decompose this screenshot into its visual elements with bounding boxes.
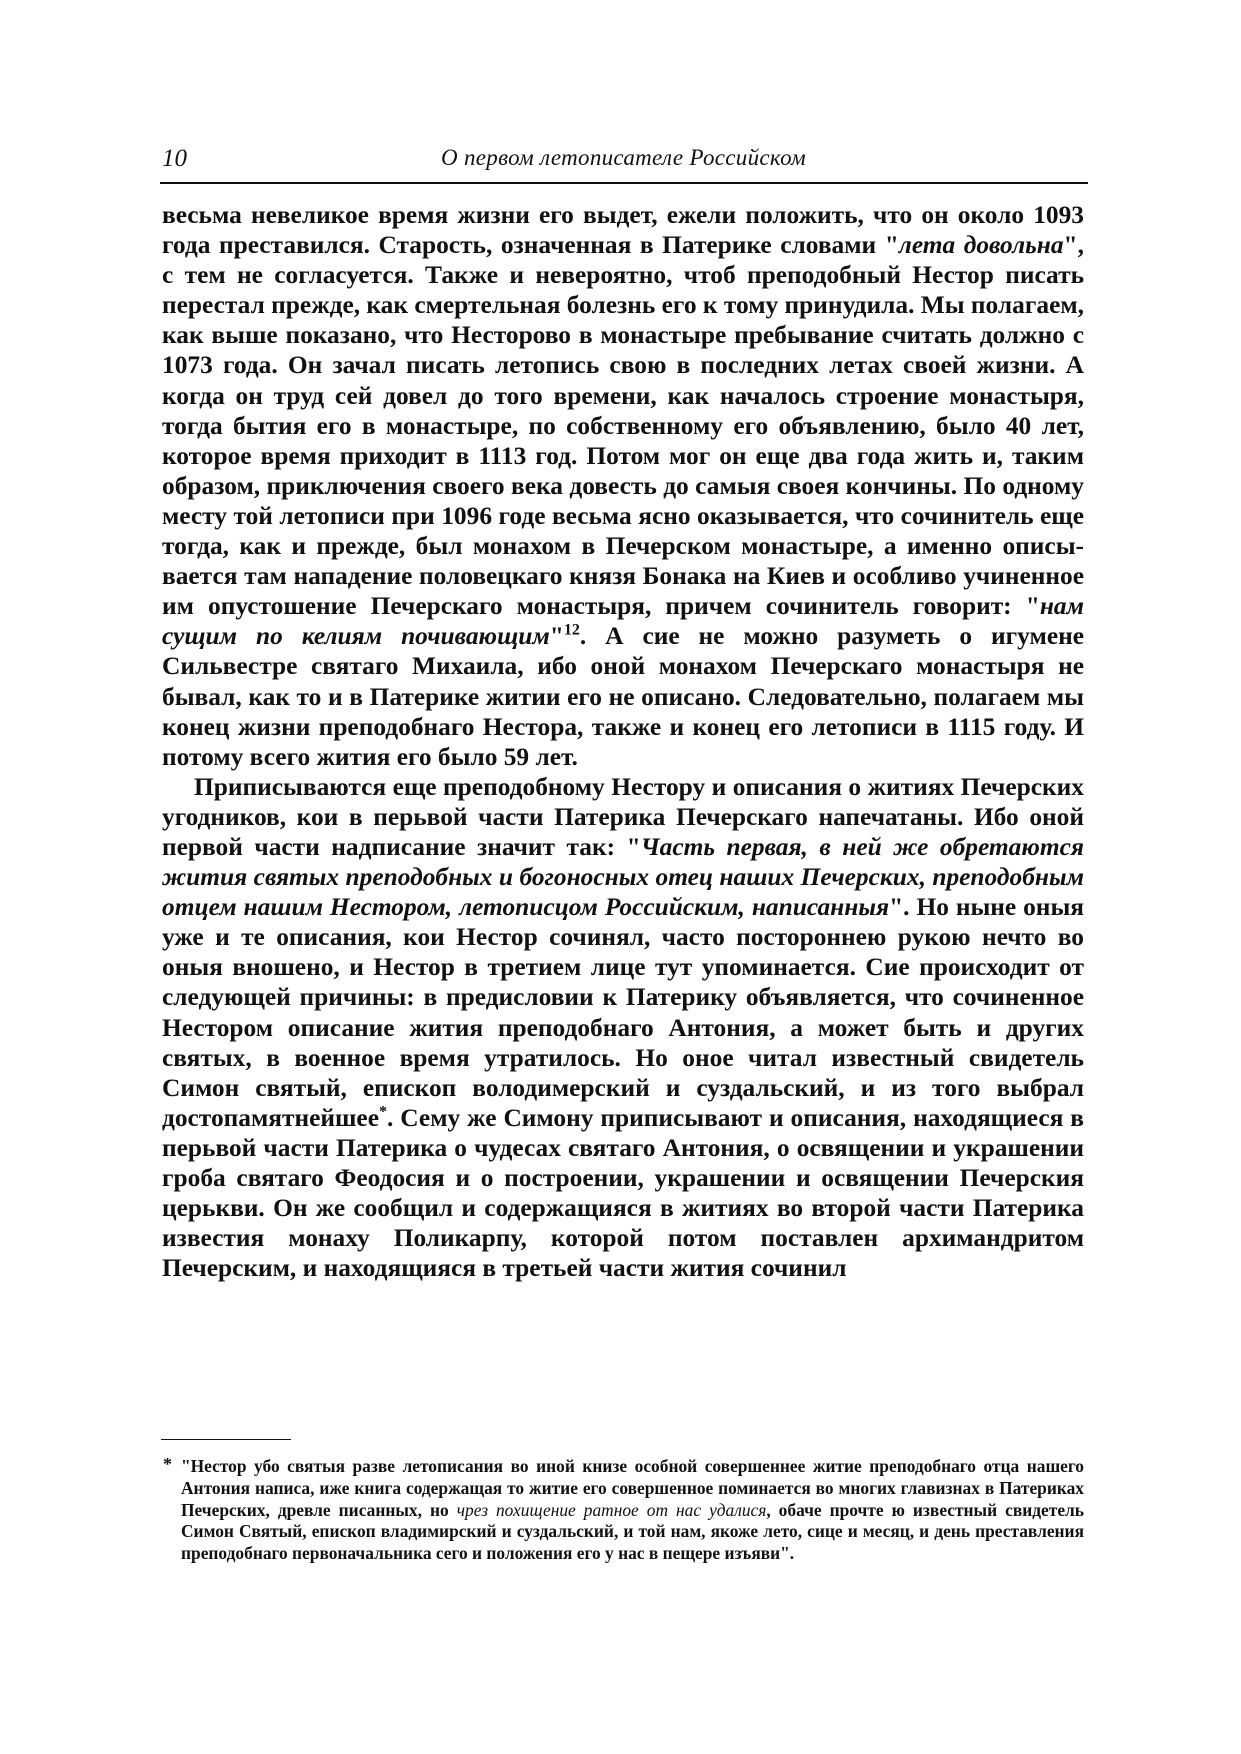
paragraph-1: [162, 200, 1084, 772]
footnote-text-b: , обаче прочте ю известный свидетель Симон Святый, епископ владимирский и суздальский, и той нам, якоже лето, сице и месяц, и день преставления преподобнаго первоначальника сего и положения его у нас в пещере изъяви".: [181, 1499, 1084, 1564]
running-header: [162, 143, 1085, 179]
footnote-italic: чрез похищение ратное от нас удалися: [456, 1499, 767, 1520]
p2-text-a: Приписываются еще преподобному Нестору и описания о житиях Печерских угодников, кои в перьвой части Патерика Печерскаго напечатаны. Ибо оной первой части надписание значит так: ": [162, 772, 1084, 861]
running-title: О первом летописателе Российском: [441, 145, 806, 170]
p1-text-b: ", с тем не согласуется. Также и невероятно, чтоб преподобный Нестор писать перестал прежде, как смертельная болезнь его к тому принудила. Мы полагаем, как выше показано, что Несторово в монастыре пребывание считать должно с 1073 года. Он зачал писать летопись свою в последних летах своей жизни. А когда он труд сей довел до того времени, как началось строение монастыря, тогда бытия его в монастыре, по собственному его объявлению, было 40 лет, которое время приходит в 1113 год. Потом мог он еще два года жить и, таким образом, приключения своего века довесть до самыя своея кончины. По одному месту той летописи при 1096 годе весьма ясно оказывается, что сочинитель еще тогда, как и прежде, был монахом в Печерском монастыре, а именно описывается там нападение половецкаго князя Бонака на Киев и особливо учиненное им опустошение Печерскаго монастыря, причем сочинитель говорит: ": [162, 231, 1084, 621]
p1-quote-2: нам сущим по келиям почивающим: [162, 592, 1084, 651]
p1-text-c: . А сие не можно разуметь о игумене Сильвестре святаго Михаила, ибо оной монахом Печерскаго монастыря не бывал, как то и в Патерике житии его не описано. Следовательно, полагаем мы конец жизни преподобнаго Нестора, также и конец его летописи в 1115 году. И потому всего жития его было 59 лет.: [162, 622, 1084, 771]
p1-quote-close: ": [549, 622, 564, 651]
p1-quote-1: лета довольна: [898, 231, 1064, 260]
page-number: 10: [162, 145, 187, 172]
footnote: [162, 1456, 1084, 1565]
paragraph-2: [162, 772, 1084, 1284]
footnote-ref-star: *: [378, 1103, 387, 1121]
p1-text-a: весьма невеликое время жизни его выдет, ежели положить, что он около 1093 года преставился. Старость, означенная в Патерике словами ": [162, 201, 1084, 260]
footnote-marker: *: [163, 1454, 172, 1474]
p2-text-b: ". Но ныне оныя уже и те описания, кои Нестор сочинял, часто постороннею рукою нечто во оныя вношено, и Нестор в третием лице тут упоминается. Сие происходит от следующей причины: в предисловии к Патерику объявляется, что сочиненное Нестором описание жития преподобнаго Антония, а может быть и других святых, в военное время утратилось. Но оное читал известный свидетель Симон святый, епископ володимерский и суздальский, и из того выбрал достопамятнейшее: [162, 893, 1084, 1132]
p2-quote: Часть первая, в ней же обретаются жития святых преподобных и богоносных отец наших Печерских, преподобным отцем нашим Нестором, летописцом Российским, написанныя: [162, 832, 1084, 922]
p2-text-c: . Сему же Симону приписывают и описания, находящиеся в перьвой части Патерика о чудесах святаго Антония, о освящении и украшении гроба святаго Феодосия и о построении, украшении и освящении Печерския церькви. Он же сообщил и содержащияся в житиях во второй части Патерика известия монаху Поликарпу, которой потом поставлен архимандритом Печерским, и находящияся в третьей части жития сочинил: [162, 1103, 1084, 1283]
footnote-ref-12: 12: [563, 621, 580, 639]
footnote-text-a: "Нестор убо святыя разве летописания во иной книзе особной совершеннее житие преподобнаго отца нашего Антония написа, иже книга содержащая то житие его совершенное поминается во многих главизнах в Патериках Печерских, древле писанных, но: [181, 1456, 1084, 1520]
footnote-rule: [161, 1439, 291, 1440]
header-rule: [160, 182, 1088, 184]
main-text: [162, 200, 1084, 1283]
